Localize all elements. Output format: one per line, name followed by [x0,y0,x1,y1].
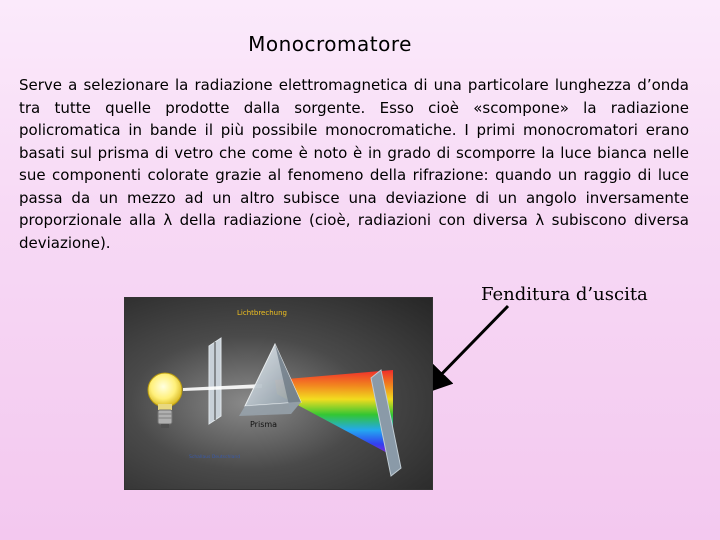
prism-label: Prisma [250,420,278,429]
entrance-slit-icon [209,338,221,424]
slide-title: Monocromatore [248,32,412,56]
exit-slit-label: Fenditura d’uscita [481,284,648,305]
slide-paragraph: Serve a selezionare la radiazione elettromagnetica di una particolare lunghezza d’onda tra tutte quelle prodotte dalla sorgente. Esso cioè «scompone» la radiazione policromatica in bande il più possibile monocromatiche. I primi monocromatori erano basati sul prisma di vetro che come è noto è in grado di scomporre la luce bianca nelle sue componenti colorate grazie al fenomeno della rifrazione: quando un raggio di luce passa da un mezzo ad un altro subisce una deviazione di un angolo inversamente proporzionale alla λ della radiazione (cioè, radiazioni con diversa λ subiscono diversa deviazione). [19,76,689,252]
prism-illustration [125,298,432,489]
lightbulb-icon [148,373,182,428]
figure-title: Lichtbrechung [237,309,287,317]
white-light-beam [183,384,262,391]
figure-credit: Schallaus Deutschland [189,455,241,460]
prism-figure [125,298,432,489]
